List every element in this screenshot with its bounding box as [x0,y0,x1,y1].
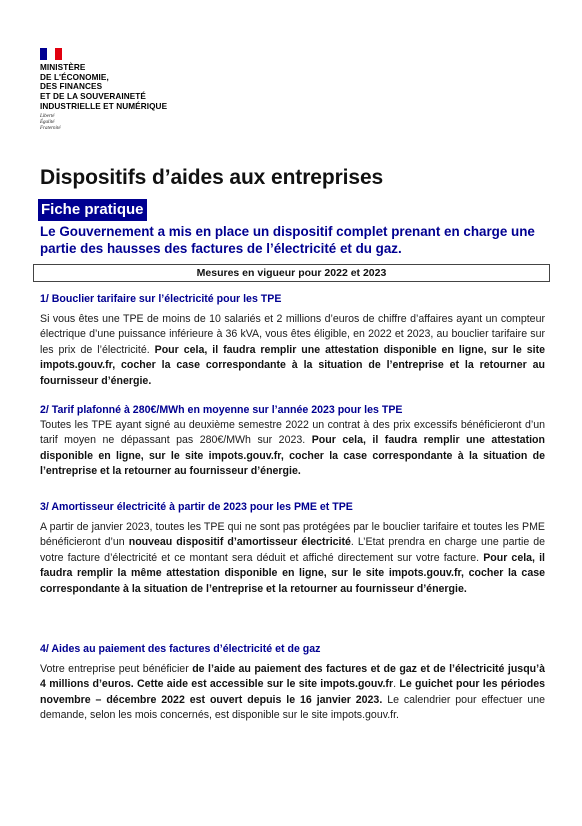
motto-line: Fraternité [40,125,61,131]
ministry-logo [40,48,167,132]
ministry-line: ET DE LA SOUVERAINETÉ [40,92,146,102]
french-flag-icon [40,48,62,60]
section-bouclier-tarifaire [40,292,545,389]
ministry-name [40,63,167,112]
flag-blue-band [40,48,47,60]
motto-line: Égalité [40,119,55,125]
body-text: Le calendrier pour effectuer une demande, selon les mois concernés, est disponible sur le site impots.gouv.fr. [40,693,546,722]
section-amortisseur [40,500,545,597]
body-text: . L’Etat prendra en charge une partie de votre facture d’électricité et ce montant sera déduit et affiché directement sur votre facture. [40,536,546,564]
fiche-pratique-badge: Fiche pratique [38,199,147,221]
body-text: Votre entreprise peut bénéficier [40,663,189,675]
section-body [40,312,545,389]
ministry-line: INDUSTRIELLE ET NUMÉRIQUE [40,101,168,111]
ministry-line: MINISTÈRE [40,63,86,72]
section-body [40,520,545,597]
republic-motto [40,114,167,132]
section-body [40,418,545,480]
section-body [40,662,545,724]
body-bold-text: Pour cela, il faudra remplir une attestation disponible en ligne, sur le site impots.gouv.fr, cocher la case correspondante à la situation de l’entreprise et la retourner au fournisseur d’énergie. [40,343,545,387]
body-bold-text: Pour cela, il faudra remplir une attestation disponible en ligne, sur le site impots.gouv.fr, cocher la case correspondante à la situation de l’entreprise et la retourner au fournisseur d’énergie. [40,434,545,478]
section-tarif-plafonne [40,403,545,480]
lead-paragraph: Le Gouvernement a mis en place un dispositif complet prenant en charge une partie des hausses des factures de l’électricité et du gaz. [40,224,535,256]
flag-red-band [55,48,62,60]
body-text: Toutes les TPE ayant signé au deuxième semestre 2022 un contrat à des prix excessifs bénéficieront d’un tarif moyen ne dépassant pas 280€/MWh sur 2023. [40,419,545,447]
body-bold-text: de l’aide au paiement des factures et de gaz et de l’électricité jusqu’à 4 millions d’euros. Cette aide est accessible sur le site impots.gouv.fr [40,663,545,691]
ministry-line: DES FINANCES [40,82,103,92]
section-heading: 4/ Aides au paiement des factures d’électricité et de gaz [40,643,321,655]
measures-banner: Mesures en vigueur pour 2022 et 2023 [33,264,550,282]
motto-line: Liberté [40,113,55,119]
body-text: A partir de janvier 2023, toutes les TPE qui ne sont pas protégées par le bouclier tarifaire et toutes les PME bénéficieront d’un [40,521,545,549]
section-heading: 2/ Tarif plafonné à 280€/MWh en moyenne sur l’année 2023 pour les TPE [40,404,403,416]
body-bold-text: Pour cela, il faudra remplir la même attestation disponible en ligne, sur le site impots.gouv.fr, cocher la case correspondante à la situation de l’entreprise et la retourner au fournisseur d’énergie. [40,551,546,595]
flag-white-band [47,48,55,60]
section-heading: 1/ Bouclier tarifaire sur l’électricité pour les TPE [40,293,282,305]
page-title: Dispositifs d’aides aux entreprises [40,166,384,189]
body-text: . [393,678,397,691]
section-aides-paiement [40,642,545,724]
ministry-line: DE L'ÉCONOMIE, [40,72,109,82]
body-text: Si vous êtes une TPE de moins de 10 salariés et 2 millions d’euros de chiffre d’affaires ayant un compteur électrique d’une puissance inférieure à 36 kVA, vous êtes éligible, en 2022 et 2023, au bouclier tarifaire sur les prix de l’électricité. [40,313,545,356]
section-heading: 3/ Amortisseur électricité à partir de 2023 pour les PME et TPE [40,501,353,513]
body-bold-text: nouveau dispositif d’amortisseur électricité [128,536,351,549]
body-bold-text: Le guichet pour les périodes novembre – décembre 2022 est ouvert depuis le 16 janvier 2023. [40,678,545,706]
